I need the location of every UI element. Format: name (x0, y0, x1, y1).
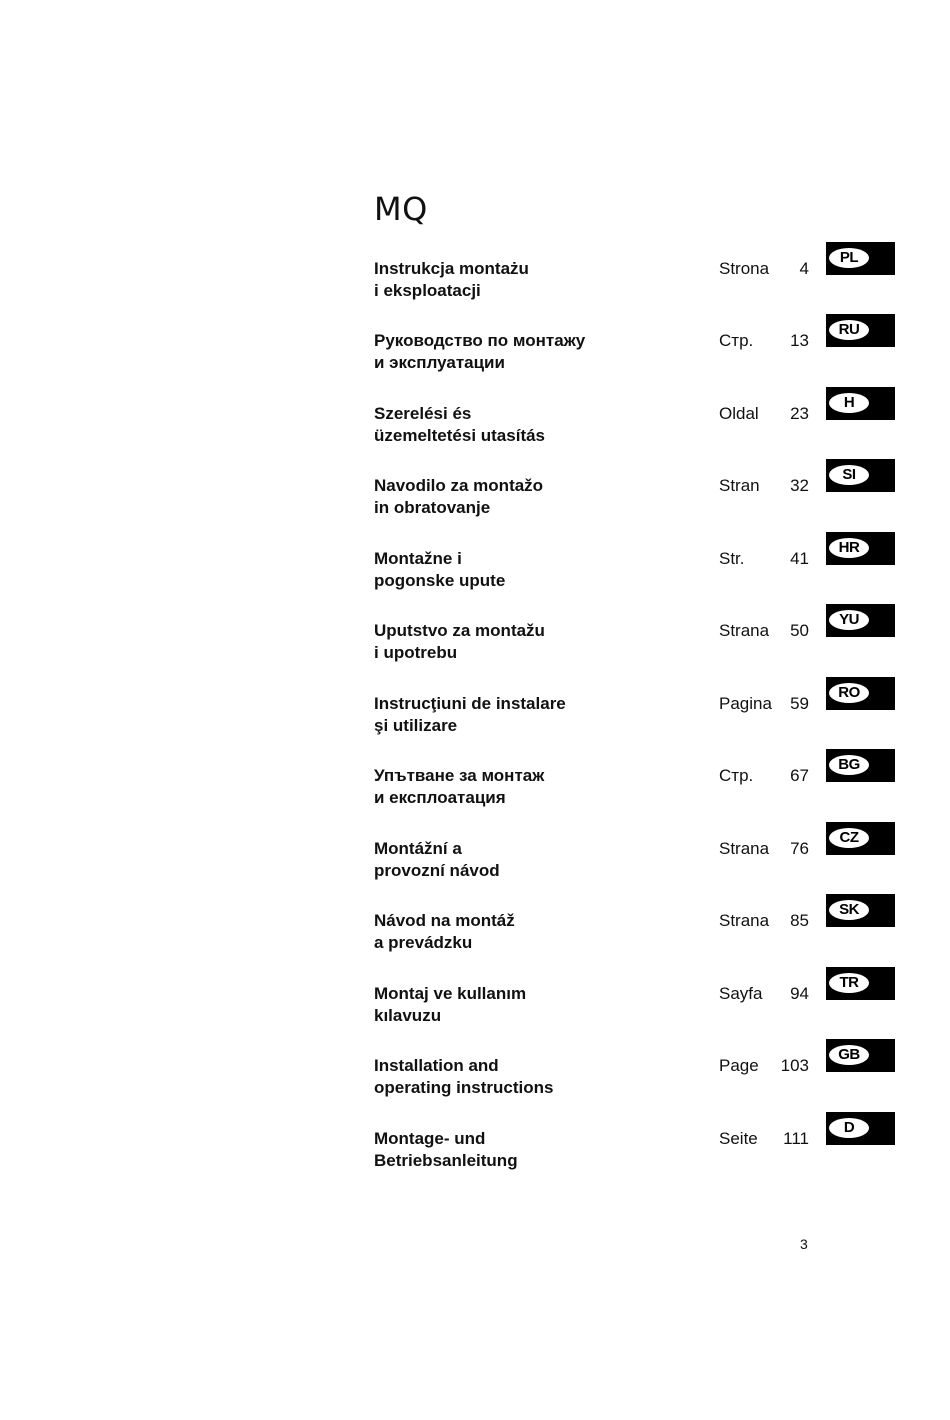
language-badge (826, 242, 895, 275)
page-number-ref: 76 (790, 839, 809, 858)
entry-title (374, 620, 704, 663)
language-code: HR (829, 538, 869, 558)
page-label: Seite (719, 1129, 758, 1148)
page-label: Стр. (719, 331, 754, 350)
entry-title (374, 1055, 704, 1098)
language-badge (826, 1112, 895, 1145)
language-badge (826, 314, 895, 347)
page-label: Strana (719, 621, 770, 640)
toc-entry-si (374, 466, 896, 535)
entry-title-line-2: kılavuzu (374, 1005, 442, 1025)
entry-title (374, 693, 704, 736)
page-label: Str. (719, 549, 745, 568)
language-badge (826, 459, 895, 492)
toc-entry-pl (374, 249, 896, 318)
entry-title-line-1: Руководство по монтажу (374, 331, 586, 350)
language-code: BG (829, 755, 869, 775)
page-number-ref: 111 (783, 1129, 809, 1148)
language-code: GB (829, 1045, 869, 1065)
page-number-ref: 4 (799, 259, 809, 278)
page-label: Sayfa (719, 984, 763, 1003)
entry-title-line-1: Návod na montáž (374, 911, 515, 930)
entry-title (374, 838, 704, 881)
page-number-ref: 59 (790, 694, 809, 713)
language-badge (826, 677, 895, 710)
entry-title-line-1: Montážní a (374, 839, 462, 858)
page-number: 3 (800, 1236, 808, 1252)
entry-title-line-2: Betriebsanleitung (374, 1150, 518, 1170)
language-badge (826, 1039, 895, 1072)
entry-title-line-1: Szerelési és (374, 404, 472, 423)
entry-title (374, 403, 704, 446)
language-badge (826, 387, 895, 420)
entry-title-line-1: Instrucţiuni de instalare (374, 694, 566, 713)
language-badge (826, 532, 895, 565)
language-code: SI (829, 465, 869, 485)
entry-title-line-2: in obratovanje (374, 497, 491, 517)
language-code: D (829, 1118, 869, 1138)
page-label: Pagina (719, 694, 772, 713)
page-label: Oldal (719, 404, 759, 423)
page-number-ref: 41 (790, 549, 809, 568)
entry-title-line-1: Navodilo za montažo (374, 476, 544, 495)
language-code: TR (829, 973, 869, 993)
entry-title (374, 765, 704, 808)
entry-title-line-2: üzemeltetési utasítás (374, 425, 546, 445)
entry-title-line-2: i upotrebu (374, 642, 458, 662)
page-number-ref: 50 (790, 621, 809, 640)
entry-title-line-2: и експлоатация (374, 787, 506, 807)
page-number-ref: 85 (790, 911, 809, 930)
entry-title-line-1: Installation and (374, 1056, 499, 1075)
entry-title-line-2: i eksploatacji (374, 280, 481, 300)
page-number-ref: 32 (790, 476, 809, 495)
toc-entry-yu (374, 611, 896, 680)
page-number-ref: 23 (790, 404, 809, 423)
language-code: YU (829, 610, 869, 630)
entry-title-line-2: şi utilizare (374, 715, 458, 735)
language-code: PL (829, 248, 869, 268)
entry-title (374, 258, 704, 301)
page-number-ref: 94 (790, 984, 809, 1003)
entry-title (374, 983, 704, 1026)
entry-title (374, 910, 704, 953)
toc-entry-bg (374, 756, 896, 825)
model-title: MQ (374, 190, 428, 228)
language-code: RU (829, 320, 869, 340)
entry-title-line-1: Montažne i (374, 549, 462, 568)
entry-title-line-2: a prevádzku (374, 932, 473, 952)
entry-title-line-1: Uputstvo za montažu (374, 621, 545, 640)
page-label: Page (719, 1056, 759, 1075)
language-badge (826, 894, 895, 927)
toc-entry-tr (374, 974, 896, 1043)
entry-title-line-1: Montage- und (374, 1129, 486, 1148)
page-label: Strona (719, 259, 770, 278)
entry-title-line-2: provozní návod (374, 860, 500, 880)
entry-title (374, 1128, 704, 1171)
language-code: CZ (829, 828, 869, 848)
language-code: H (829, 393, 869, 413)
language-code: SK (829, 900, 869, 920)
page-label: Стр. (719, 766, 754, 785)
page-label: Strana (719, 839, 770, 858)
toc-entry-sk (374, 901, 896, 970)
entry-title (374, 475, 704, 518)
toc-entry-d (374, 1119, 896, 1188)
entry-title-line-2: operating instructions (374, 1077, 554, 1097)
language-badge (826, 967, 895, 1000)
page-number-ref: 13 (790, 331, 809, 350)
toc-entry-hr (374, 539, 896, 608)
toc-entry-cz (374, 829, 896, 898)
language-code: RO (829, 683, 869, 703)
toc-entry-ro (374, 684, 896, 753)
page-number-ref: 67 (790, 766, 809, 785)
page-label: Strana (719, 911, 770, 930)
entry-title-line-2: pogonske upute (374, 570, 506, 590)
page-number-ref: 103 (780, 1056, 809, 1075)
entry-title-line-2: и эксплуатации (374, 352, 505, 372)
toc-entry-gb (374, 1046, 896, 1115)
entry-title-line-1: Упътване за монтаж (374, 766, 545, 785)
language-badge (826, 604, 895, 637)
toc-entry-ru (374, 321, 896, 390)
language-badge (826, 749, 895, 782)
entry-title (374, 330, 704, 373)
entry-title-line-1: Montaj ve kullanım (374, 984, 527, 1003)
toc-entry-h (374, 394, 896, 463)
entry-title (374, 548, 704, 591)
language-badge (826, 822, 895, 855)
page-label: Stran (719, 476, 760, 495)
entry-title-line-1: Instrukcja montażu (374, 259, 529, 278)
